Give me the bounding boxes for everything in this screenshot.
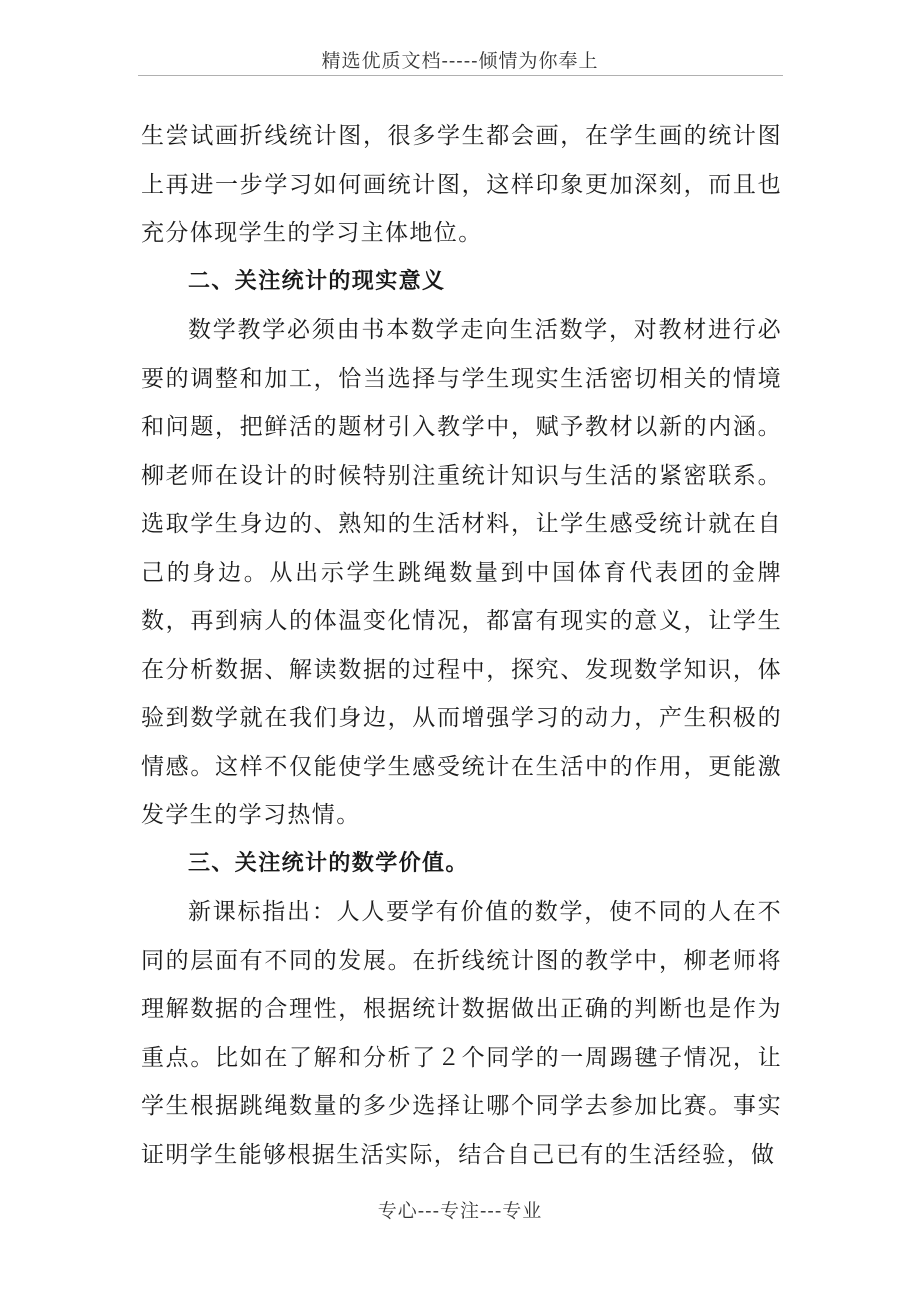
document-body bbox=[141, 112, 782, 1179]
page-footer: 专心---专注---专业 bbox=[377, 1200, 543, 1222]
section-heading-3: 三、关注统计的数学价值。 bbox=[188, 850, 469, 876]
paragraph-continued: 生尝试画折线统计图，很多学生都会画，在学生画的统计图上再进一步学习如何画统计图，这样印象更加深刻，而且也充分体现学生的学习主体地位。 bbox=[141, 123, 782, 246]
header-divider bbox=[138, 75, 783, 76]
page-header: 精选优质文档-----倾情为你奉上 bbox=[321, 50, 599, 72]
paragraph-section-3: 新课标指出：人人要学有价值的数学，使不同的人在不同的层面有不同的发展。在折线统计图的教学中，柳老师将理解数据的合理性，根据统计数据做出正确的判断也是作为重点。比如在了解和分析了２个同学的一周踢毽子情况，让学生根据跳绳数量的多少选择让哪个同学去参加比赛。事实证明学生能够根据生活实际，结合自己已有的生活经验，做 bbox=[141, 899, 782, 1168]
paragraph-section-2: 数学教学必须由书本数学走向生活数学，对教材进行必要的调整和加工，恰当选择与学生现实生活密切相关的情境和问题，把鲜活的题材引入教学中，赋予教材以新的内涵。柳老师在设计的时候特别注重统计知识与生活的紧密联系。选取学生身边的、熟知的生活材料，让学生感受统计就在自己的身边。从出示学生跳绳数量到中国体育代表团的金牌数，再到病人的体温变化情况，都富有现实的意义，让学生在分析数据、解读数据的过程中，探究、发现数学知识，体验到数学就在我们身边，从而增强学习的动力，产生积极的情感。这样不仅能使学生感受统计在生活中的作用，更能激发学生的学习热情。 bbox=[141, 317, 782, 828]
section-heading-2: 二、关注统计的现实意义 bbox=[188, 268, 446, 294]
